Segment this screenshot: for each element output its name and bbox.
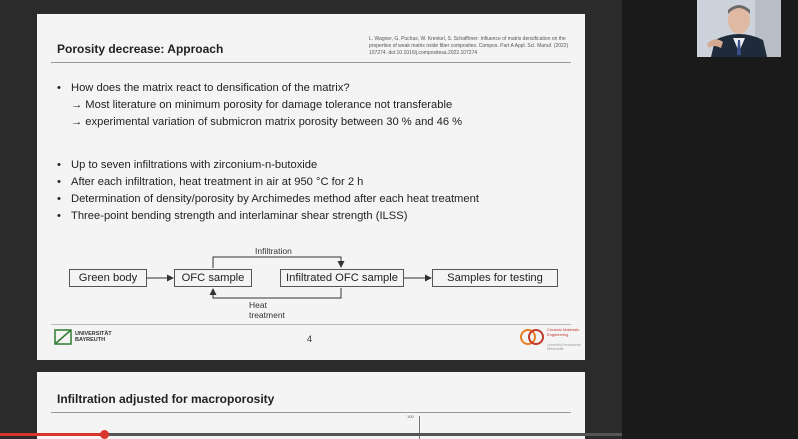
axis-tick-label: 100: [407, 414, 414, 419]
partner-logo-icon: [519, 326, 545, 348]
university-name: UNIVERSITÄT BAYREUTH: [75, 331, 112, 343]
box-infiltrated-ofc: Infiltrated OFC sample: [280, 269, 404, 287]
footer-divider: [51, 324, 571, 325]
citation: L. Wagner, G. Puchas, W. Krenkel, S. Schafföner: Influence of matrix densification on the properties of weak matrix oxide fiber composites. Compos. Part A Appl. Sci. Manuf. (2022) 107274. doi:10.1016/j.compositesa.2022.107274: [369, 36, 569, 56]
video-progress-fill: [0, 433, 105, 436]
page-number: 4: [307, 334, 313, 344]
sub-point-2: → experimental variation of submicron matrix porosity between 30 % and 46 %: [71, 116, 463, 128]
partner-subtitle: Lehrstuhl Keramische Werkstoffe: [547, 343, 581, 351]
sub-point-1: → Most literature on minimum porosity for damage tolerance not transferable: [71, 99, 453, 111]
slide-title: Porosity decrease: Approach: [57, 42, 224, 56]
slide-page-4: [37, 14, 585, 360]
title-divider-next: [51, 412, 571, 413]
box-green-body: Green body: [69, 269, 147, 287]
title-divider: [51, 62, 571, 63]
slide-next: [37, 372, 585, 439]
label-heat-treatment: Heat treatment: [249, 300, 285, 320]
university-logo-icon: [53, 328, 73, 346]
bullet-heat-treatment: • After each infiltration, heat treatment in air at 950 °C for 2 h: [55, 174, 571, 191]
partner-name: Ceramic Materials Engineering: [547, 327, 580, 337]
bullet-infiltrations: • Up to seven infiltrations with zirconium-n-butoxide: [55, 157, 571, 174]
video-progress-handle[interactable]: [100, 430, 109, 439]
slide-title-next: Infiltration adjusted for macroporosity: [57, 392, 275, 406]
bullet-question: • How does the matrix react to densification of the matrix?: [55, 80, 571, 97]
bullet-bending-strength: • Three-point bending strength and interlaminar shear strength (ILSS): [55, 208, 571, 225]
box-samples-testing: Samples for testing: [432, 269, 558, 287]
bullet-archimedes: • Determination of density/porosity by Archimedes method after each heat treatment: [55, 191, 571, 208]
box-ofc-sample: OFC sample: [174, 269, 252, 287]
presenter-icon: [697, 0, 781, 57]
slide-content: [55, 80, 571, 225]
label-infiltration: Infiltration: [255, 246, 292, 256]
webcam-feed: [697, 0, 781, 57]
